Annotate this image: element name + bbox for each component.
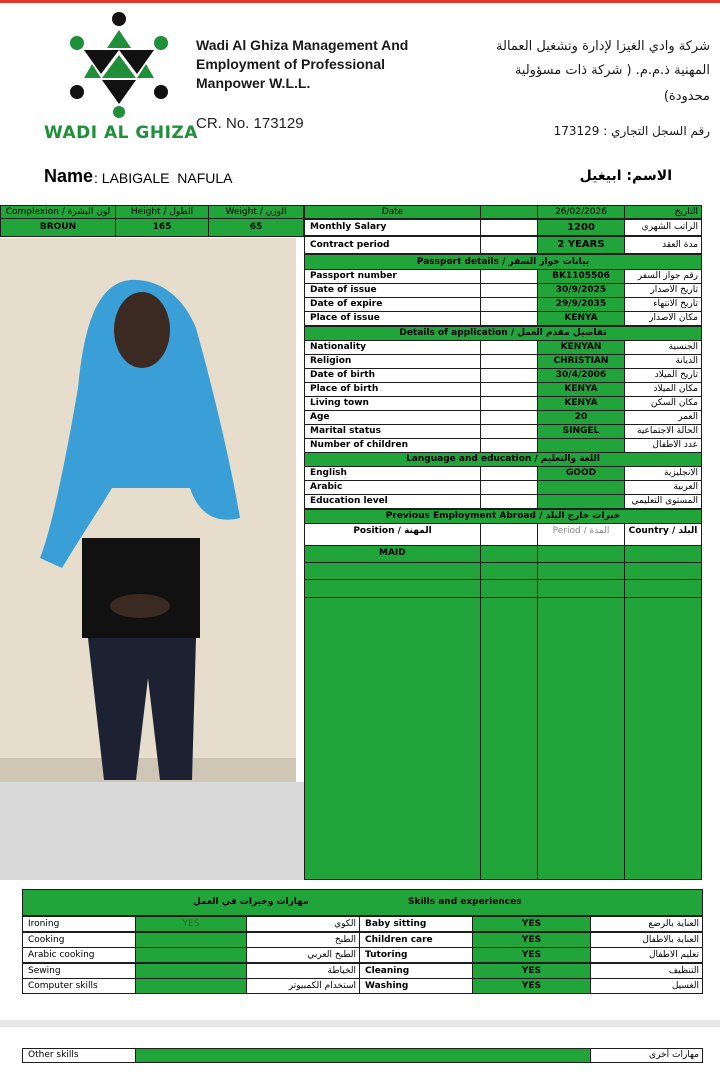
row-spacer bbox=[480, 311, 538, 326]
name-value-ar-text: ابيغيل bbox=[579, 168, 622, 184]
skill-value: YES bbox=[472, 932, 591, 948]
weight-header: Weight / الوزن bbox=[208, 205, 304, 219]
date-label-ar: التاريخ bbox=[624, 205, 702, 219]
row-spacer bbox=[480, 354, 538, 369]
row-spacer bbox=[480, 494, 538, 509]
row-label-ar: تاريخ الانتهاء bbox=[624, 297, 702, 312]
date-value: 26/02/2026 bbox=[537, 205, 625, 219]
skill-value: YES bbox=[472, 916, 591, 932]
complexion-header: Complexion / لون البشرة bbox=[0, 205, 116, 219]
row-label-ar: تاريخ الاصدار bbox=[624, 283, 702, 298]
employment-row-cell bbox=[480, 545, 538, 563]
other-skills-value bbox=[135, 1048, 591, 1063]
skill-value bbox=[135, 932, 247, 948]
skill-label: Baby sitting bbox=[359, 916, 473, 932]
row-label-ar: الجنسية bbox=[624, 340, 702, 355]
weight-value: 65 bbox=[208, 218, 304, 237]
contract-period-value: 2 YEARS bbox=[537, 236, 625, 254]
row-label: English bbox=[304, 466, 481, 481]
skill-label: Sewing bbox=[22, 963, 136, 979]
other-skills-label-ar: مهارات أخرى bbox=[590, 1048, 703, 1063]
row-value: 30/9/2025 bbox=[537, 283, 625, 298]
top-accent-line bbox=[0, 0, 720, 3]
row-label-ar: مكان الاصدار bbox=[624, 311, 702, 326]
employment-section-title: Previous Employment Abroad / خبرات خارج البلد bbox=[304, 509, 702, 524]
row-label: Living town bbox=[304, 396, 481, 411]
employment-empty-row bbox=[480, 579, 538, 598]
date-spacer bbox=[480, 205, 538, 219]
employment-empty-row bbox=[537, 579, 625, 598]
skills-title-ar: مهارات وخبرات في العمل bbox=[193, 897, 309, 907]
language-section-title: Language and education / اللغة والتعليم bbox=[304, 452, 702, 467]
employment-empty-row bbox=[624, 579, 702, 598]
skill-label-ar: التنظيف bbox=[590, 963, 703, 979]
row-label-ar: رقم جواز السفر bbox=[624, 269, 702, 284]
skill-label: Computer skills bbox=[22, 978, 136, 994]
company-name-en-line2: Employment of Professional bbox=[196, 56, 386, 72]
row-spacer bbox=[480, 396, 538, 411]
skill-value: YES bbox=[135, 916, 247, 932]
row-label-ar: الديانة bbox=[624, 354, 702, 369]
skill-value bbox=[135, 947, 247, 963]
row-label: Nationality bbox=[304, 340, 481, 355]
employment-spacer bbox=[480, 523, 538, 546]
country-header: Country / البلد bbox=[624, 523, 702, 546]
skill-label: Tutoring bbox=[359, 947, 473, 963]
name-label: Name bbox=[44, 166, 94, 186]
row-spacer bbox=[480, 480, 538, 495]
row-value: SINGEL bbox=[537, 424, 625, 439]
section-separator bbox=[0, 1020, 720, 1027]
employment-filler bbox=[480, 597, 538, 880]
row-label: Place of birth bbox=[304, 382, 481, 397]
candidate-photo bbox=[0, 238, 296, 782]
skill-label-ar: الطبخ bbox=[246, 932, 360, 948]
skill-label: Cleaning bbox=[359, 963, 473, 979]
row-spacer bbox=[480, 424, 538, 439]
skill-label: Cooking bbox=[22, 932, 136, 948]
skill-label: Children care bbox=[359, 932, 473, 948]
row-label-ar: مكان السكن bbox=[624, 396, 702, 411]
row-value: GOOD bbox=[537, 466, 625, 481]
row-label-ar: مكان الميلاد bbox=[624, 382, 702, 397]
employment-empty-row bbox=[537, 562, 625, 580]
employment-empty-row bbox=[480, 562, 538, 580]
skill-label-ar: الخياطة bbox=[246, 963, 360, 979]
period-header: Period / المدة bbox=[537, 523, 625, 546]
employment-filler bbox=[304, 597, 481, 880]
row-label: Marital status bbox=[304, 424, 481, 439]
skill-label-ar: استخدام الكمبيوتر bbox=[246, 978, 360, 994]
cr-number-ar: رقم السجل التجاري : 173129 bbox=[553, 124, 710, 138]
date-label: Date bbox=[304, 205, 481, 219]
contract-period-label: Contract period bbox=[304, 236, 481, 254]
logo-text: WADI AL GHIZA bbox=[44, 123, 198, 143]
employment-row-cell bbox=[537, 545, 625, 563]
row-value bbox=[537, 438, 625, 453]
cr-number: CR. No. 173129 bbox=[196, 115, 304, 132]
skill-label: Arabic cooking bbox=[22, 947, 136, 963]
passport-section-title: Passport details / بيانات جواز السفر bbox=[304, 254, 702, 270]
employment-filler bbox=[537, 597, 625, 880]
row-spacer bbox=[480, 438, 538, 453]
skill-label-ar: الطبخ العربي bbox=[246, 947, 360, 963]
salary-value: 1200 bbox=[537, 219, 625, 236]
row-label-ar: العمر bbox=[624, 410, 702, 425]
company-name-ar-line1: شركة وادي الغيزا لإدارة وتشغيل العمالة bbox=[496, 39, 710, 54]
row-label-ar: الحالة الاجتماعية bbox=[624, 424, 702, 439]
company-name-ar-line3: محدودة) bbox=[663, 89, 710, 104]
row-spacer bbox=[480, 466, 538, 481]
contract-period-label-ar: مدة العقد bbox=[624, 236, 702, 254]
skill-label-ar: الغسيل bbox=[590, 978, 703, 994]
row-label-ar: العربية bbox=[624, 480, 702, 495]
row-label-ar: تاريخ الميلاد bbox=[624, 368, 702, 383]
row-label-ar: عدد الاطفال bbox=[624, 438, 702, 453]
row-label-ar: المستوى التعليمي bbox=[624, 494, 702, 509]
row-label: Date of birth bbox=[304, 368, 481, 383]
row-spacer bbox=[480, 368, 538, 383]
row-value: 29/9/2035 bbox=[537, 297, 625, 312]
row-value: KENYA bbox=[537, 396, 625, 411]
skill-value: YES bbox=[472, 978, 591, 994]
company-name-ar-line2: المهنية ذ.م.م. ( شركة ذات مسؤولية bbox=[514, 63, 710, 78]
name-label-ar-text: الاسم: bbox=[626, 168, 672, 184]
row-label: Arabic bbox=[304, 480, 481, 495]
skills-header bbox=[22, 889, 703, 916]
row-value: KENYA bbox=[537, 311, 625, 326]
employment-row-cell bbox=[624, 545, 702, 563]
height-header: Height / الطول bbox=[115, 205, 209, 219]
company-name-en-line3: Manpower W.L.L. bbox=[196, 75, 311, 91]
row-spacer bbox=[480, 410, 538, 425]
position-header: Position / المهنة bbox=[304, 523, 481, 546]
skill-value bbox=[135, 963, 247, 979]
row-label: Religion bbox=[304, 354, 481, 369]
row-value: KENYA bbox=[537, 382, 625, 397]
other-skills-label: Other skills bbox=[22, 1048, 136, 1063]
row-value: CHRISTIAN bbox=[537, 354, 625, 369]
skills-title-en: Skills and experiences bbox=[408, 897, 522, 907]
row-label: Passport number bbox=[304, 269, 481, 284]
row-spacer bbox=[480, 382, 538, 397]
skill-label-ar: العناية بالرضع bbox=[590, 916, 703, 932]
employment-filler bbox=[624, 597, 702, 880]
row-spacer bbox=[480, 340, 538, 355]
skill-label: Washing bbox=[359, 978, 473, 994]
skill-label-ar: الكوي bbox=[246, 916, 360, 932]
salary-label: Monthly Salary bbox=[304, 219, 481, 236]
employment-row-position: MAID bbox=[304, 545, 481, 563]
row-label-ar: الانجليزية bbox=[624, 466, 702, 481]
row-label: Education level bbox=[304, 494, 481, 509]
skill-label-ar: تعليم الاطفال bbox=[590, 947, 703, 963]
complexion-value: BROUN bbox=[0, 218, 116, 237]
skill-value: YES bbox=[472, 963, 591, 979]
employment-empty-row bbox=[304, 562, 481, 580]
row-spacer bbox=[480, 269, 538, 284]
skill-value bbox=[135, 978, 247, 994]
row-value: 30/4/2006 bbox=[537, 368, 625, 383]
row-value bbox=[537, 494, 625, 509]
row-label: Place of issue bbox=[304, 311, 481, 326]
row-label: Number of children bbox=[304, 438, 481, 453]
name-label-ar bbox=[560, 168, 672, 184]
row-spacer bbox=[480, 283, 538, 298]
photo-grey-area bbox=[0, 782, 304, 880]
height-value: 165 bbox=[115, 218, 209, 237]
name-value: : LABIGALE NAFULA bbox=[94, 170, 233, 186]
employment-empty-row bbox=[304, 579, 481, 598]
skill-value: YES bbox=[472, 947, 591, 963]
row-value bbox=[537, 480, 625, 495]
row-label: Age bbox=[304, 410, 481, 425]
row-spacer bbox=[480, 297, 538, 312]
company-name-en-line1: Wadi Al Ghiza Management And bbox=[196, 37, 409, 53]
row-value: BK1105506 bbox=[537, 269, 625, 284]
salary-spacer bbox=[480, 219, 538, 236]
skill-label: Ironing bbox=[22, 916, 136, 932]
salary-label-ar: الراتب الشهري bbox=[624, 219, 702, 236]
row-value: 20 bbox=[537, 410, 625, 425]
skill-label-ar: العناية بالاطفال bbox=[590, 932, 703, 948]
contract-period-spacer bbox=[480, 236, 538, 254]
row-value: KENYAN bbox=[537, 340, 625, 355]
employment-empty-row bbox=[624, 562, 702, 580]
application-section-title: Details of application / تفاصيل مقدم العمل bbox=[304, 326, 702, 341]
row-label: Date of issue bbox=[304, 283, 481, 298]
row-label: Date of expire bbox=[304, 297, 481, 312]
